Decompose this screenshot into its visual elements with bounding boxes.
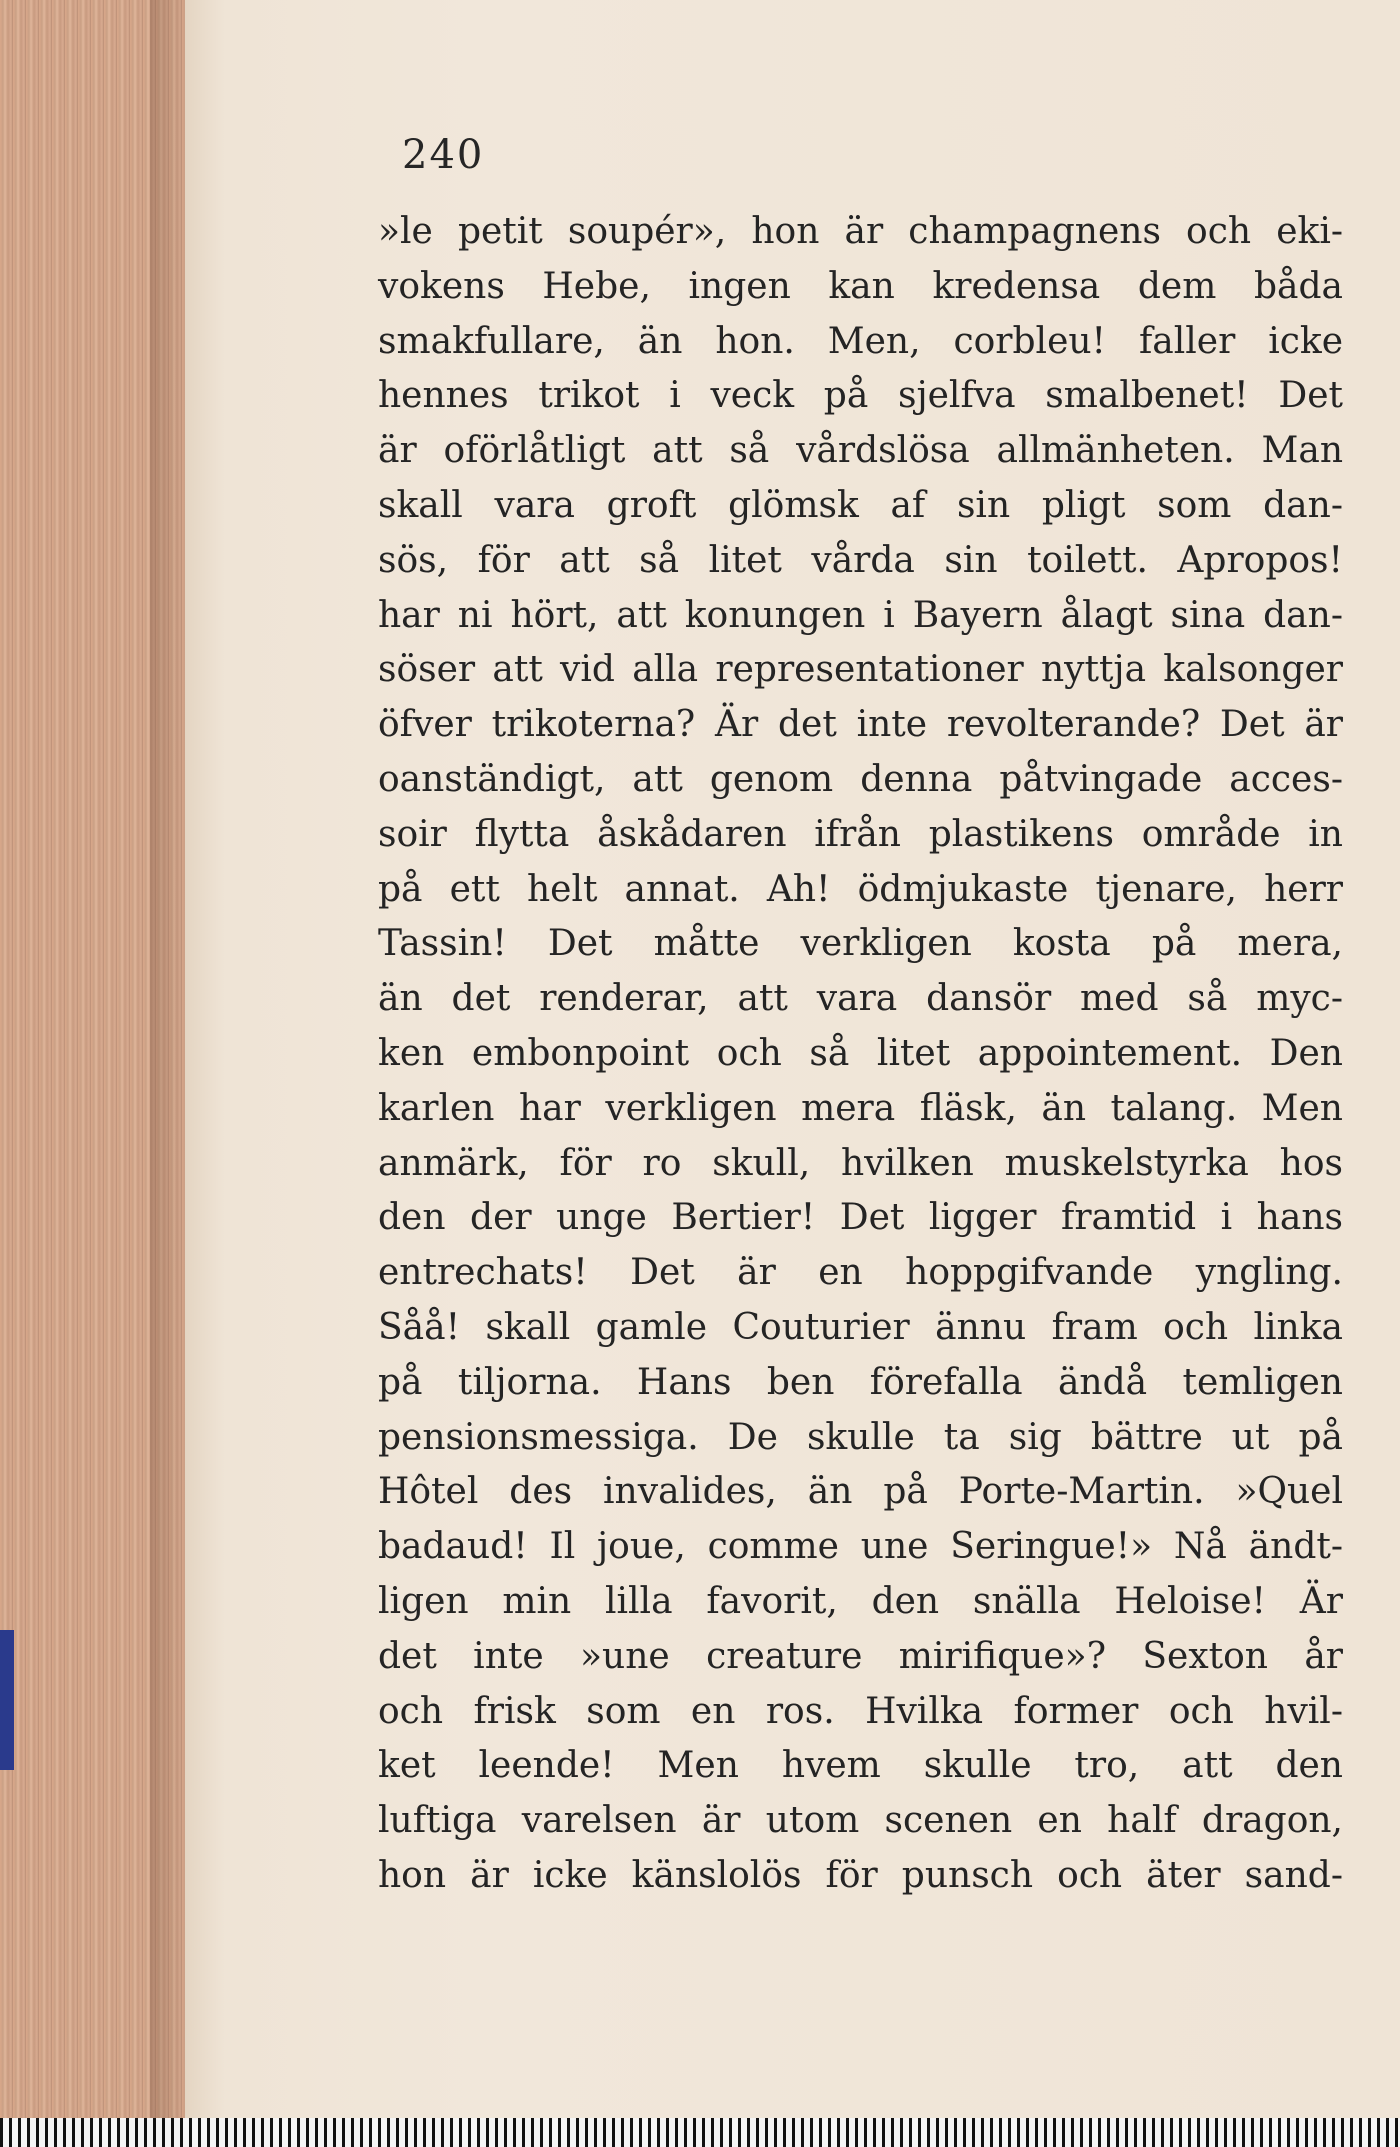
text-line: söser att vid alla representationer nyttja kalsonger <box>378 649 1343 691</box>
text-line: luftiga varelsen är utom scenen en half dragon, <box>378 1800 1343 1842</box>
scan-calibration-strip <box>0 2118 1400 2147</box>
text-line: Såå! skall gamle Couturier ännu fram och linka <box>378 1306 1343 1348</box>
text-line: skall vara groft glömsk af sin pligt som dan- <box>378 484 1343 526</box>
text-line: badaud! Il joue, comme une Seringue!» Nå ändt- <box>378 1526 1343 1568</box>
text-line: ket leende! Men hvem skulle tro, att den <box>378 1745 1343 1787</box>
page-number: 240 <box>402 132 485 178</box>
text-line: har ni hört, att konungen i Bayern ålagt sina dan- <box>378 594 1343 636</box>
text-line: öfver trikoterna? Är det inte revolterande? Det är <box>378 704 1343 746</box>
text-line: ken embonpoint och så litet appointement. Den <box>378 1032 1343 1074</box>
text-line: smakfullare, än hon. Men, corbleu! faller icke <box>378 320 1343 362</box>
text-line: »le petit soupér», hon är champagnens och eki- <box>378 211 1343 252</box>
text-line: ligen min lilla favorit, den snälla Heloise! Är <box>378 1580 1343 1622</box>
text-line: än det renderar, att vara dansör med så myc- <box>378 978 1343 1020</box>
text-line: och frisk som en ros. Hvilka former och hvil- <box>378 1690 1343 1732</box>
text-line: soir flytta åskådaren ifrån plastikens område in <box>378 813 1343 855</box>
text-line: på tiljorna. Hans ben förefalla ändå temligen <box>378 1361 1343 1403</box>
text-line: pensionsmessiga. De skulle ta sig bättre ut på <box>378 1416 1343 1458</box>
text-line: den der unge Bertier! Det ligger framtid i hans <box>378 1197 1343 1239</box>
text-line: hennes trikot i veck på sjelfva smalbenet! Det <box>378 375 1343 417</box>
text-line: vokens Hebe, ingen kan kredensa dem båda <box>378 265 1343 307</box>
text-line: Tassin! Det måtte verkligen kosta på mera, <box>378 923 1343 965</box>
text-line: det inte »une creature mirifique»? Sexton år <box>378 1635 1343 1677</box>
text-line: oanständigt, att genom denna påtvingade acces- <box>378 758 1343 800</box>
text-line: anmärk, för ro skull, hvilken muskelstyrka hos <box>378 1142 1343 1184</box>
text-line: Hôtel des invalides, än på Porte-Martin. »Quel <box>378 1471 1343 1513</box>
text-line: sös, för att så litet vårda sin toilett. Apropos! <box>378 539 1343 581</box>
body-text <box>378 205 1343 1904</box>
blue-edge-marker <box>0 1630 14 1770</box>
text-line: är oförlåtligt att så vårdslösa allmänheten. Man <box>378 430 1343 472</box>
text-line: karlen har verkligen mera fläsk, än talang. Men <box>378 1087 1343 1129</box>
text-line: hon är icke känslolös för punsch och äter sand- <box>378 1854 1343 1896</box>
text-line: på ett helt annat. Ah! ödmjukaste tjenare, herr <box>378 868 1343 910</box>
book-page-edges <box>0 0 185 2147</box>
text-line: entrechats! Det är en hoppgifvande yngling. <box>378 1252 1343 1294</box>
